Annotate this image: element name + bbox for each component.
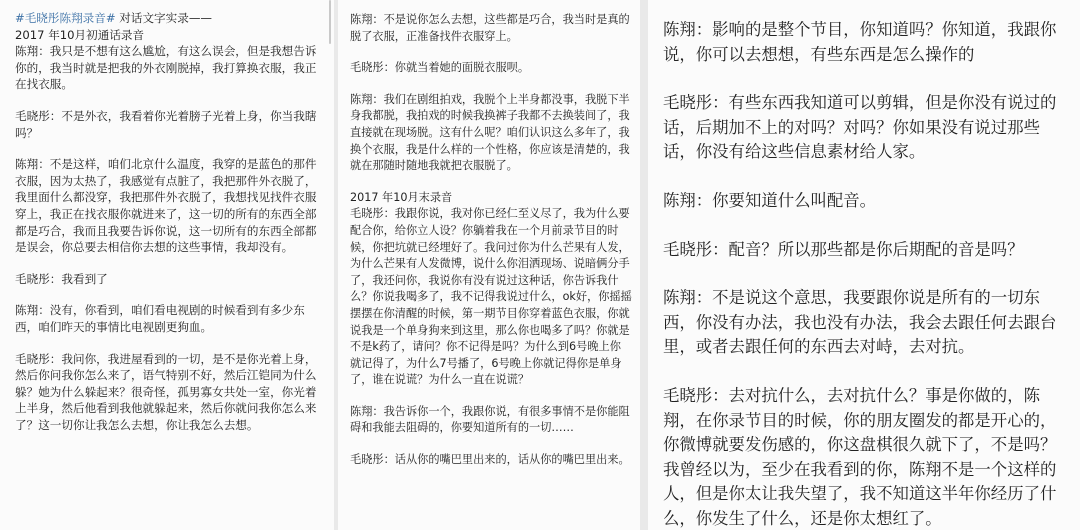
dialogue-paragraph: 陈翔：没有，你看到，咱们看电视剧的时候看到有多少东西，咱们昨天的事情比电视剧更狗血。 — [15, 303, 305, 334]
dialogue-paragraph: 毛晓彤：你就当着她的面脱衣服呗。 — [350, 61, 530, 75]
transcript-title — [15, 10, 324, 27]
dialogue-paragraph: 毛晓彤：我跟你说，我对你已经仁至义尽了，我为什么要配合你，给你立人设？你躺着我在一个月前录节目的时候，你把坑就已经埋好了。我问过你为什么芒果有人发，为什么芒果有人发微博，说什么你泪洒现场、说暗俩分手了，我还问你，我说你有没有说过这种话，你告诉我什么？你说我喝多了，我不记得我说过什么，ok好，你摇摇摆摆在你清醒的时候，第一期节目你穿着蓝色衣服，你就说我是一个单身狗来到这里，那么你也喝多了吗？你就是不是k药了，请问？你不记得是吗？为什么到6号晚上你就记得了，为什么7号播了，6号晚上你就记得你是单身了，谁在说谎？为什么一直在说谎？ — [350, 207, 632, 387]
dialogue-paragraph: 毛晓彤：不是外衣，我看着你光着膀子光着上身，你当我瞎吗？ — [15, 108, 317, 140]
dialogue-paragraph: 陈翔：我们在剧组拍戏，我脱个上半身都没事，我脱下半身我都脱，我拍戏的时候我换裤子我都不去换装间了，我直接就在现场脱。这有什么呢？咱们认识这么多年了，我换个衣服，我是什么样的一个性格，你应该是清楚的，我就在那随时随地我就把衣服脱了。 — [350, 92, 630, 173]
dialogue-paragraph: 毛晓彤：我看到了 — [15, 271, 108, 286]
dialogue-paragraph: 毛晓彤：去对抗什么，去对抗什么？事是你做的，陈翔，在你录节目的时候，你的朋友圈发的都是开心的，你微博就要发伤感的，你这盘棋很久就下了，不是吗？我曾经以为，至少在我看到的你，陈翔不是一个这样的人，但是你太让我失望了，我不知道这半年你经历了什么，你发生了什么，还是你太想红了。 — [663, 385, 1057, 528]
dialogue-paragraph: 陈翔：我只是不想有这么尴尬，有这么误会，但是我想告诉你的，我当时就是把我的外衣刚脱掉，我打算换衣服，我正在找衣服。 — [15, 44, 317, 92]
dialogue-paragraph: 毛晓彤：我问你，我进屋看到的一切，是不是你光着上身，然后你问我你怎么来了，语气特别不好，然后江铠同为什么躲？她为什么躲起来？很奇怪，孤男寡女共处一室，你光着上半身，然后他看到我他就躲起来，然后你就问我你怎么来了？这一切你让我怎么去想，你让我怎么去想。 — [15, 351, 317, 432]
dialogue-paragraph: 陈翔：不是说你怎么去想，这些都是巧合，我当时是真的脱了衣服，正准备找件衣服穿上。 — [350, 13, 630, 43]
transcript-panel-2 — [338, 0, 640, 530]
transcript-panel-3 — [648, 0, 1080, 530]
hashtag-link[interactable]: #毛晓彤陈翔录音# — [15, 11, 116, 25]
dialogue-paragraph: 陈翔：不是说这个意思，我要跟你说是所有的一切东西，你没有办法，我也没有办法，我会去跟任何去跟台里，或者去跟任何的东西去对峙，去对抗。 — [663, 288, 1057, 357]
title-text: 对话文字实录—— — [115, 11, 213, 25]
transcript-panel-1 — [0, 0, 334, 530]
scrollbar[interactable] — [329, 0, 331, 44]
dialogue-paragraph: 陈翔：你要知道什么叫配音。 — [663, 190, 877, 210]
dialogue-paragraph: 毛晓彤：有些东西我知道可以剪辑，但是你没有说过的话，后期加不上的对吗？对吗？你如果没有说过那些话，你没有给这些信息素材给人家。 — [663, 93, 1057, 162]
recording-date: 2017 年10月初通话录音 — [15, 27, 145, 42]
dialogue-paragraph: 陈翔：我告诉你一个，我跟你说，有很多事情不是你能阻碍和我能去阻碍的，你要知道所有的一切…… — [350, 404, 630, 435]
dialogue-paragraph: 陈翔：影响的是整个节目，你知道吗？你知道，我跟你说，你可以去想想，有些东西是怎么操作的 — [663, 20, 1057, 64]
recording-date: 2017 年10月末录音 — [350, 190, 453, 204]
dialogue-paragraph: 毛晓彤：配音？所以那些都是你后期配的音是吗？ — [663, 239, 1024, 259]
dialogue-paragraph: 陈翔：不是这样，咱们北京什么温度，我穿的是蓝色的那件衣服，因为太热了，我感觉有点脏了，我把那件外衣脱了，我里面什么都没穿，我把那件外衣脱了，我想找见找件衣服穿上，我正在找衣服你就进来了，这一切的所有的东西全部都是巧合，我而且我要告诉你说，这一切所有的东西全部都是误会，你总要去相信你去想的这些事情，我却没有。 — [15, 157, 317, 255]
dialogue-paragraph: 毛晓彤：话从你的嘴巴里出来的，话从你的嘴巴里出来。 — [350, 453, 630, 467]
